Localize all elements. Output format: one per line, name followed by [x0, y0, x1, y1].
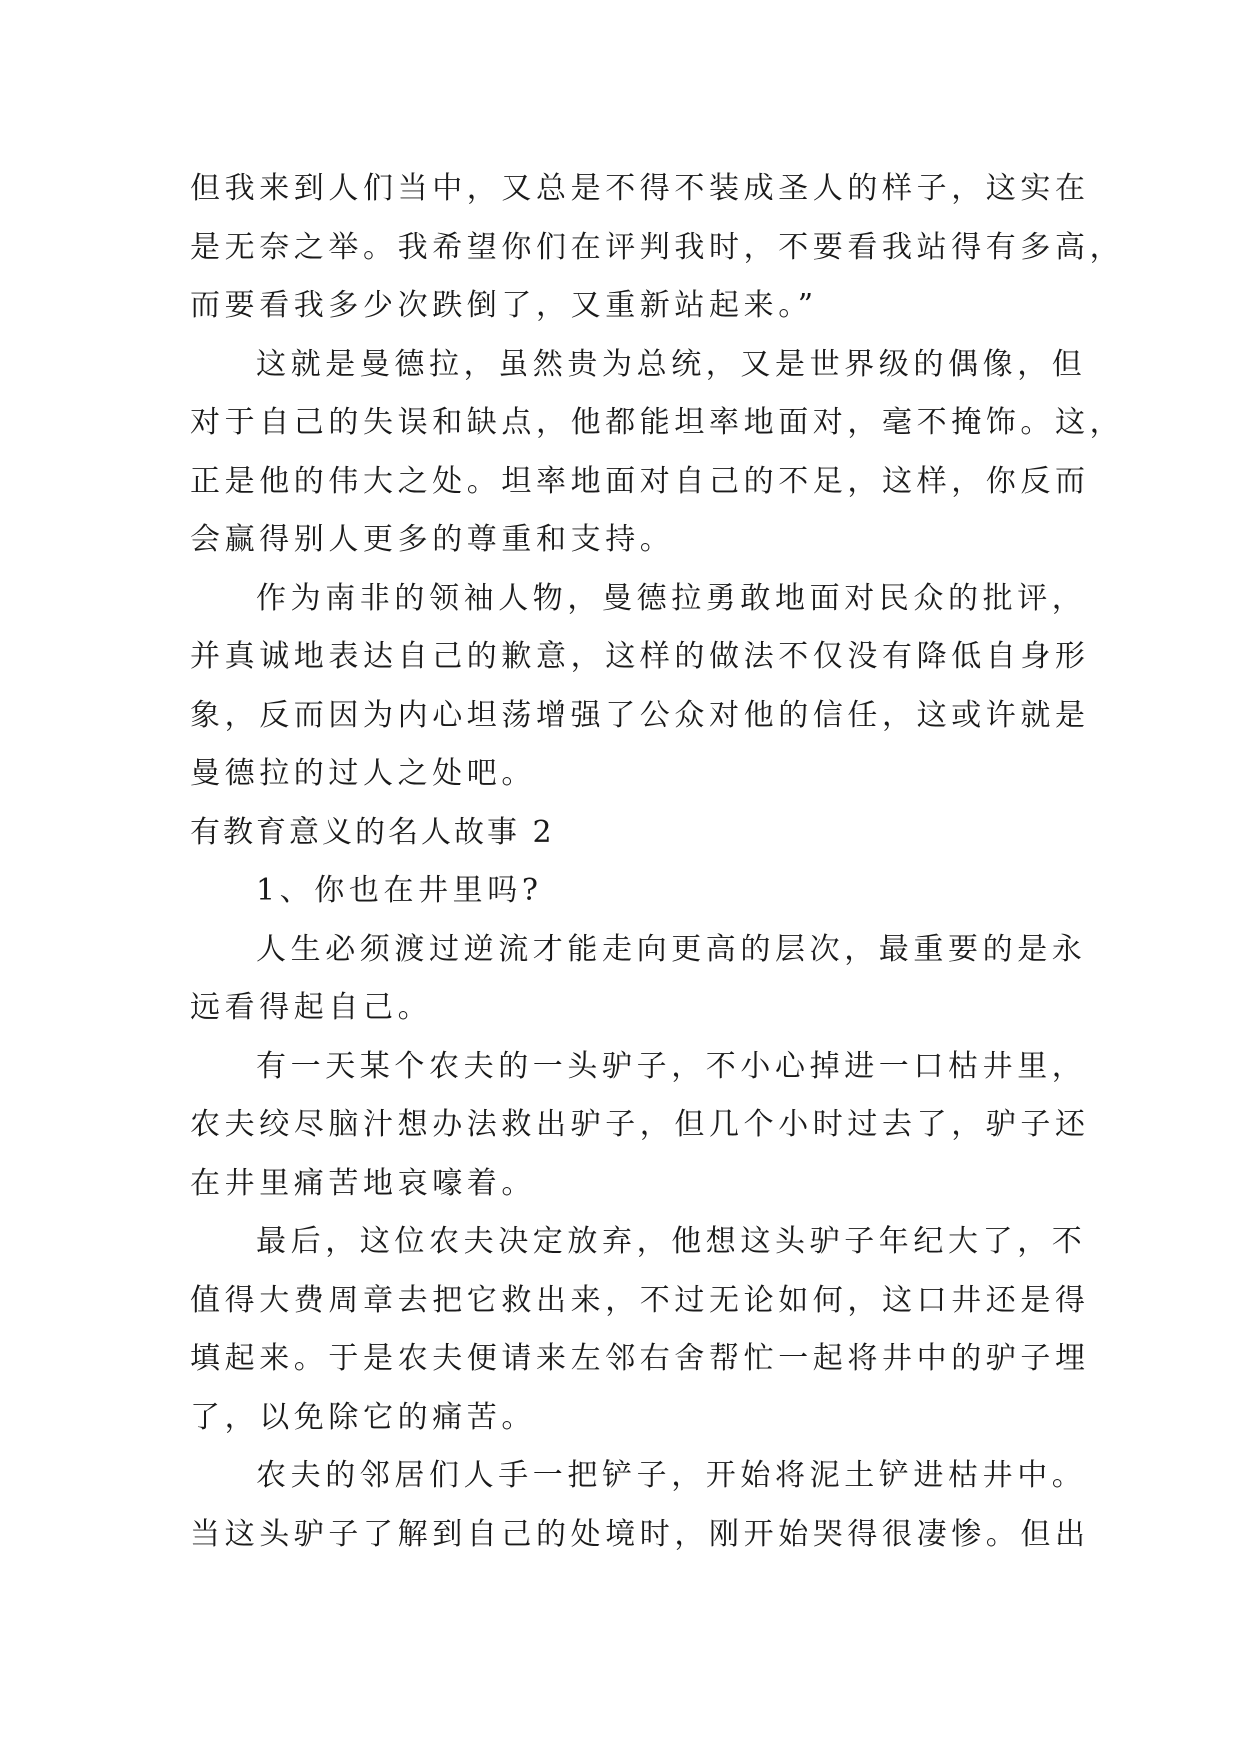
text-line: 会赢得别人更多的尊重和支持。 — [190, 522, 675, 557]
text-line: 填起来。于是农夫便请来左邻右舍帮忙一起将井中的驴子埋 — [190, 1341, 1090, 1376]
text-line: 曼德拉的过人之处吧。 — [190, 756, 536, 791]
text-line: 正是他的伟大之处。坦率地面对自己的不足，这样，你反而 — [190, 463, 1090, 499]
text-line: 是无奈之举。我希望你们在评判我时，不要看我站得有多高， — [190, 229, 1125, 265]
text-line: 而要看我多少次跌倒了，又重新站起来。” — [190, 288, 818, 323]
text-line: 在井里痛苦地哀嚎着。 — [190, 1165, 536, 1201]
text-line: 农夫绞尽脑汁想办法救出驴子，但几个小时过去了，驴子还 — [190, 1107, 1090, 1142]
paragraph-start-line: 这就是曼德拉，虽然贵为总统，又是世界级的偶像，但 — [256, 346, 1087, 382]
text-line: 了，以免除它的痛苦。 — [190, 1399, 536, 1435]
text-line: 但我来到人们当中，又总是不得不装成圣人的样子，这实在 — [190, 171, 1090, 206]
text-line: 当这头驴子了解到自己的处境时，刚开始哭得很凄惨。但出 — [190, 1516, 1090, 1552]
paragraph-start-line: 有一天某个农夫的一头驴子，不小心掉进一口枯井里， — [256, 1048, 1087, 1084]
text-line: 并真诚地表达自己的歉意，这样的做法不仅没有降低自身形 — [190, 639, 1090, 674]
section-heading: 有教育意义的名人故事 2 — [190, 814, 555, 850]
text-line: 象，反而因为内心坦荡增强了公众对他的信任，这或许就是 — [190, 697, 1090, 733]
paragraph-start-line: 人生必须渡过逆流才能走向更高的层次，最重要的是永 — [256, 931, 1087, 967]
text-line: 远看得起自己。 — [190, 990, 433, 1025]
paragraph-start-line: 作为南非的领袖人物，曼德拉勇敢地面对民众的批评， — [256, 580, 1087, 616]
paragraph-start-line: 农夫的邻居们人手一把铲子，开始将泥土铲进枯井中。 — [256, 1458, 1087, 1493]
paragraph-start-line: 最后，这位农夫决定放弃，他想这头驴子年纪大了，不 — [256, 1224, 1087, 1259]
text-line: 值得大费周章去把它救出来，不过无论如何，这口井还是得 — [190, 1282, 1090, 1318]
document-text — [190, 160, 1125, 1564]
text-line: 对于自己的失误和缺点，他都能坦率地面对，毫不掩饰。这， — [190, 405, 1125, 440]
story-title: 1、你也在井里吗? — [256, 873, 543, 908]
